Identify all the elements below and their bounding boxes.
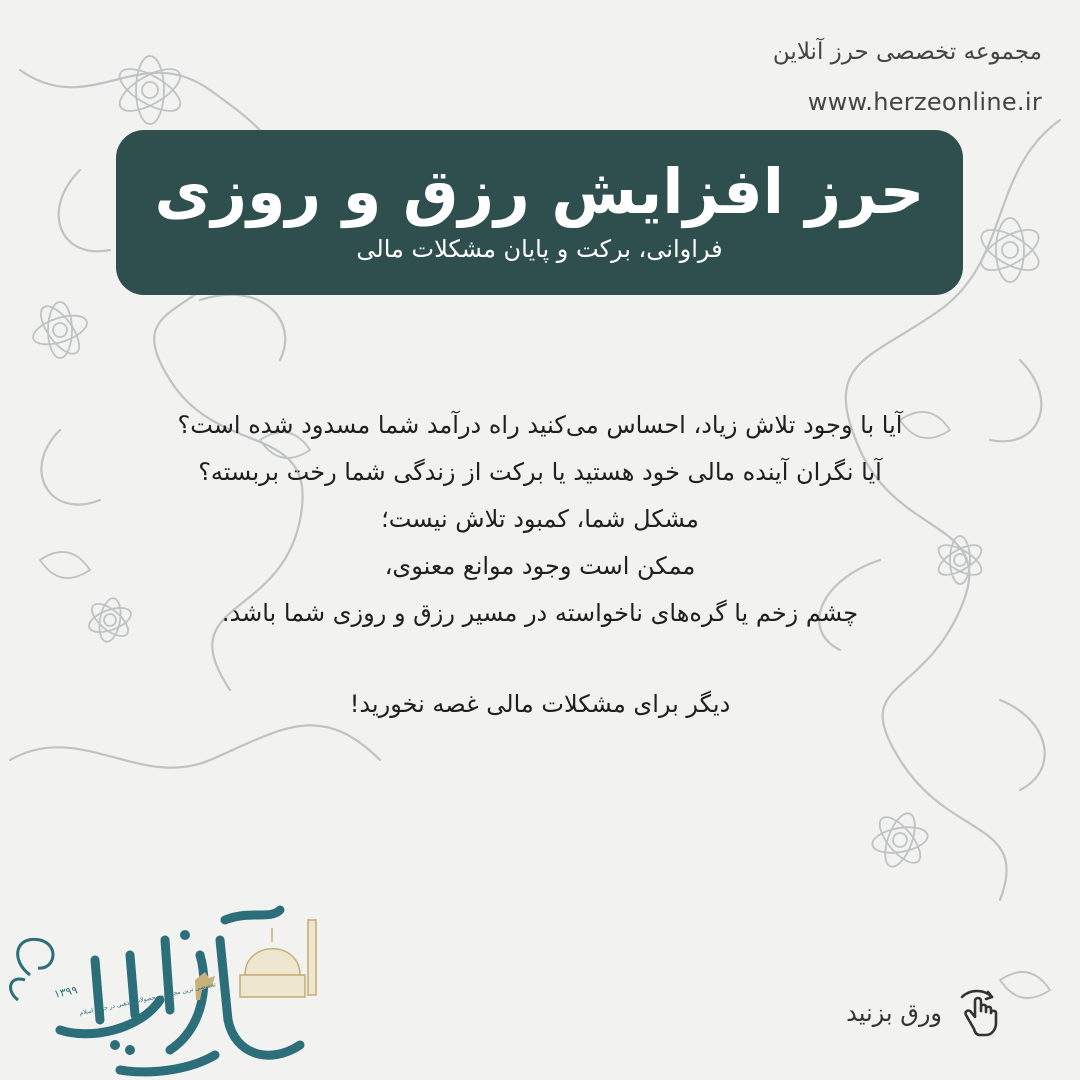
body-line: مشکل شما، کمبود تلاش نیست؛ [381,505,699,533]
closing-line: دیگر برای مشکلات مالی غصه نخورید! [349,690,731,718]
banner-subtitle: فراوانی، برکت و پایان مشکلات مالی [356,235,723,263]
hand-swipe-icon [954,985,1010,1041]
swipe-prompt[interactable] [846,985,1010,1041]
brand-name: مجموعه تخصصی حرز آنلاین [772,39,1042,65]
shrine-dome-icon [240,920,316,997]
banner-title: حرز افزایش رزق و روزی [154,155,925,228]
title-banner [116,130,963,295]
body-line: آیا نگران آینده مالی خود هستید یا برکت از زندگی شما رخت بربسته؟ [198,458,882,486]
brand-url[interactable]: www.herzeonline.ir [807,88,1042,116]
swipe-label: ورق بزنید [846,999,942,1027]
body-line: ممکن است وجود موانع معنوی، [384,552,696,580]
body-text [90,402,990,728]
herze-online-logo [0,880,330,1080]
logo-year: ۱۳۹۹ [52,983,79,1001]
body-line: آیا با وجود تلاش زیاد، احساس می‌کنید راه درآمد شما مسدود شده است؟ [177,411,903,439]
brand-header [773,36,1042,116]
body-line: چشم زخم یا گره‌های ناخواسته در مسیر رزق و روزی شما باشد. [221,599,859,627]
logo-tagline: تخصصی ترین مجموعه محصولات مذهبی در جهان اسلام [78,981,217,1017]
